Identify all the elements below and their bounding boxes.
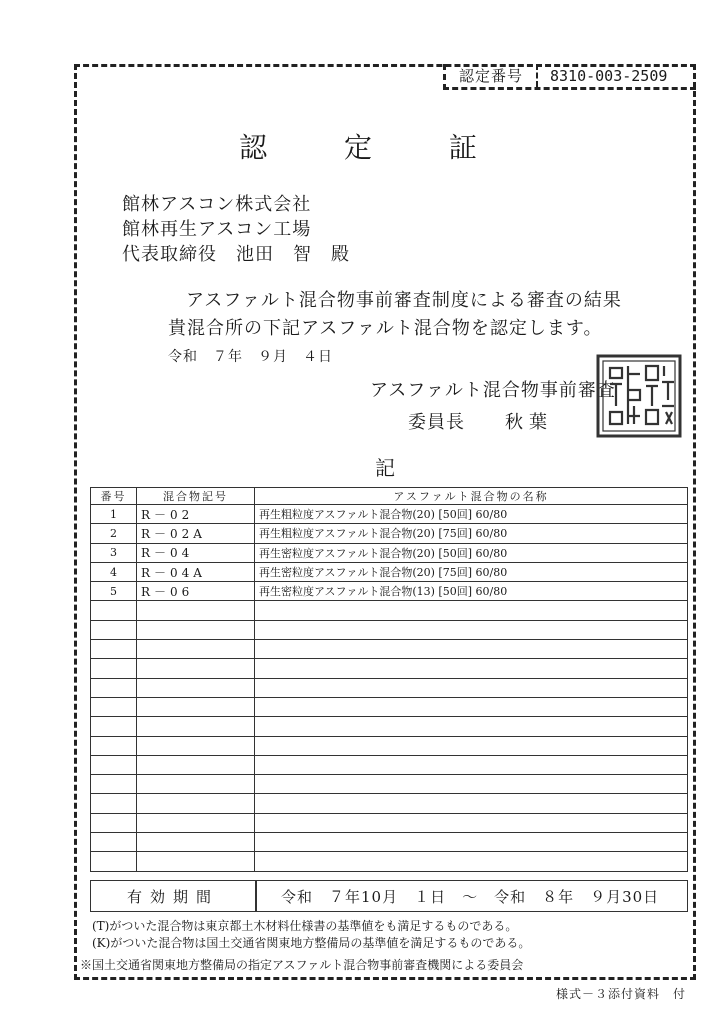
body-line-2: 貴混合所の下記アスファルト混合物を認定します。	[168, 318, 603, 339]
certificate-number-label: 認定番号	[446, 64, 538, 87]
mixture-table	[90, 487, 688, 872]
recipient-representative: 代表取締役 池田 智 殿	[122, 244, 350, 265]
row-number: 4	[91, 562, 137, 581]
header-name: アスファルト混合物の名称	[255, 488, 688, 505]
chairman-line	[408, 408, 553, 434]
table-row-empty	[91, 813, 688, 832]
row-code: R－02	[137, 505, 255, 524]
issue-date: 令和 ７年 ９月 ４日	[168, 349, 333, 365]
table-row-empty	[91, 659, 688, 678]
table-row	[91, 562, 688, 581]
table-row-empty	[91, 794, 688, 813]
row-number: 1	[91, 505, 137, 524]
header-code: 混合物記号	[137, 488, 255, 505]
issuer-name: アスファルト混合物事前審査	[370, 380, 616, 401]
official-seal-icon	[596, 354, 682, 438]
title-char: 証	[448, 131, 477, 164]
row-name: 再生粗粒度アスファルト混合物(20) [50回] 60/80	[255, 505, 688, 524]
row-number: 3	[91, 543, 137, 562]
row-name: 再生密粒度アスファルト混合物(20) [75回] 60/80	[255, 562, 688, 581]
validity-label: 有効期間	[91, 881, 257, 911]
table-row-empty	[91, 697, 688, 716]
validity-value: 令和 ７年10月 １日 ～ 令和 ８年 ９月30日	[281, 887, 660, 906]
table-row-empty	[91, 601, 688, 620]
title-char: 定	[343, 131, 372, 164]
row-code: R－04A	[137, 562, 255, 581]
table-row-empty	[91, 717, 688, 736]
table-header-row	[91, 488, 688, 505]
recipient-plant: 館林再生アスコン工場	[122, 219, 312, 240]
notes	[92, 918, 530, 952]
table-row	[91, 524, 688, 543]
chairman-title: 委員長	[408, 412, 465, 433]
note-t: (T)がついた混合物は東京都土木材料仕様書の基準値をも満足するものである。	[92, 919, 518, 933]
certificate-number-box	[443, 64, 696, 90]
title-char: 認	[239, 131, 268, 164]
form-reference: 様式－３添付資料 付	[556, 987, 687, 1001]
chairman-name: 秋葉	[505, 412, 553, 433]
table-row-empty	[91, 833, 688, 852]
row-name: 再生粗粒度アスファルト混合物(20) [75回] 60/80	[255, 524, 688, 543]
table-row	[91, 505, 688, 524]
page-title	[0, 126, 716, 166]
note-k: (K)がついた混合物は国土交通省関東地方整備局の基準値を満足するものである。	[92, 936, 531, 950]
row-code: R－06	[137, 582, 255, 601]
recipient-company: 館林アスコン株式会社	[122, 194, 312, 215]
table-row-empty	[91, 678, 688, 697]
footnote: ※国土交通省関東地方整備局の指定アスファルト混合物事前審査機関による委員会	[80, 958, 524, 972]
table-row-empty	[91, 755, 688, 774]
validity-period	[90, 880, 688, 912]
row-name: 再生密粒度アスファルト混合物(20) [50回] 60/80	[255, 543, 688, 562]
table-row	[91, 543, 688, 562]
table-row-empty	[91, 620, 688, 639]
certificate-number-value: 8310-003-2509	[550, 66, 668, 85]
row-number: 5	[91, 582, 137, 601]
ki-heading: 記	[375, 456, 395, 480]
header-number: 番号	[91, 488, 137, 505]
table-row-empty	[91, 640, 688, 659]
table-row-empty	[91, 775, 688, 794]
row-name: 再生密粒度アスファルト混合物(13) [50回] 60/80	[255, 582, 688, 601]
table-row-empty	[91, 852, 688, 871]
row-code: R－04	[137, 543, 255, 562]
table-row-empty	[91, 736, 688, 755]
row-code: R－02A	[137, 524, 255, 543]
body-line-1: アスファルト混合物事前審査制度による審査の結果	[186, 290, 622, 311]
row-number: 2	[91, 524, 137, 543]
table-row	[91, 582, 688, 601]
